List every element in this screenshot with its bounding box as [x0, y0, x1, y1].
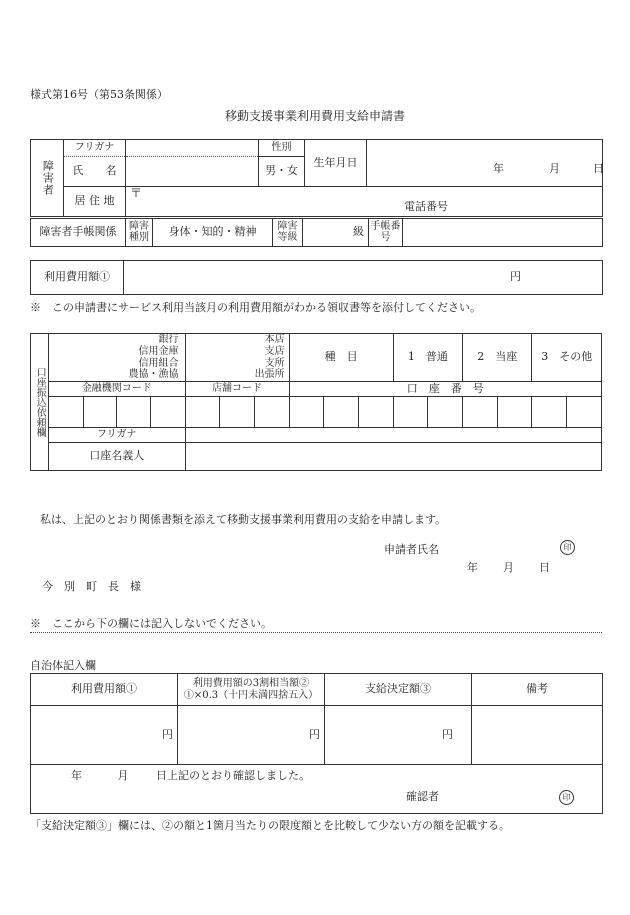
account-no-digit[interactable]	[428, 397, 463, 428]
fee-field[interactable]	[124, 261, 603, 295]
office-use-note: ※ ここから下の欄には記入しないでください。	[30, 617, 272, 630]
handbook-label: 障害者手帳関係	[31, 219, 126, 247]
birth-month: 月	[549, 162, 560, 175]
branch-code-label: 店舗コード	[185, 382, 289, 397]
confirm-year: 年	[71, 769, 82, 782]
disability-type-label: 障害種別	[126, 219, 153, 247]
branch-code-digit[interactable]	[220, 397, 255, 428]
confirm-month: 月	[117, 769, 129, 782]
account-no-digit[interactable]	[463, 397, 498, 428]
bank-code-label: 金融機関コード	[48, 382, 185, 397]
grade-field[interactable]: 級	[303, 219, 369, 247]
address-field[interactable]	[126, 187, 603, 217]
birth-day: 日	[593, 162, 604, 175]
declaration-day: 日	[539, 561, 550, 574]
handbook-no-field[interactable]	[403, 219, 603, 247]
applicant-name-label: 申請者氏名	[384, 543, 439, 556]
declaration-year: 年	[467, 561, 478, 574]
holder-label: 口座名義人	[48, 443, 185, 471]
name-field[interactable]	[126, 157, 259, 187]
gender-label: 性別	[259, 140, 305, 157]
form-number: 様式第16号（第53条関係）	[30, 88, 168, 101]
cut-line	[30, 632, 602, 633]
muni-remarks-cell[interactable]	[472, 706, 603, 765]
addressee: 今 別 町 長 様	[42, 580, 141, 593]
fee-note: ※ この申請書にサービス利用当該月の利用費用額がわかる領収書等を添付してください。	[30, 301, 481, 314]
municipality-table	[30, 673, 603, 814]
birth-field[interactable]	[367, 140, 603, 187]
account-no-digit[interactable]	[567, 397, 602, 428]
declaration-month: 月	[503, 561, 514, 574]
gender-options[interactable]: 男・女	[259, 157, 305, 187]
confirmer-label: 確認者	[406, 790, 439, 803]
fee-label: 利用費用額①	[31, 261, 124, 295]
footnote: 「支給決定額③」欄には、②の額と1箇月当たりの限度額とを比較して少ない方の額を記載する。	[30, 819, 510, 832]
bank-code-digit[interactable]	[48, 397, 83, 428]
muni-decision-header: 支給決定額③	[325, 674, 472, 706]
account-no-digit[interactable]	[393, 397, 428, 428]
furigana-label: フリガナ	[64, 140, 126, 157]
name-label: 氏 名	[64, 157, 126, 187]
address-label: 居 住 地	[64, 187, 126, 217]
applicant-table	[30, 139, 603, 217]
kind-option-3[interactable]: 3 その他	[532, 334, 602, 382]
account-no-digit[interactable]	[324, 397, 359, 428]
muni-remarks-header: 備考	[472, 674, 603, 706]
bank-code-digit[interactable]	[117, 397, 151, 428]
bank-code-digit[interactable]	[150, 397, 185, 428]
birth-label: 生年月日	[305, 140, 367, 187]
birth-year: 年	[493, 162, 504, 175]
disability-types[interactable]: 身体・知的・精神	[153, 219, 273, 247]
grade-label: 障害等級	[273, 219, 303, 247]
muni-fee-cell[interactable]: 円	[31, 706, 178, 765]
muni-30pct-header-line2: ①×0.3（十円未満四捨五入）	[183, 689, 319, 701]
fee-unit: 円	[510, 270, 521, 284]
branch-type-options[interactable]: 本店 支店 支所 出張所	[185, 334, 289, 382]
account-no-digit[interactable]	[289, 397, 324, 428]
confirmer-seal: 印	[559, 790, 574, 805]
furigana-field[interactable]	[126, 140, 259, 157]
confirm-text: 日上記のとおり確認しました。	[156, 769, 310, 782]
holder-field[interactable]	[185, 443, 601, 471]
kind-label: 種 目	[289, 334, 393, 382]
bank-code-digit[interactable]	[83, 397, 117, 428]
applicant-seal	[560, 540, 575, 555]
declaration-text: 私は、上記のとおり関係書類を添えて移動支援事業利用費用の支給を申請します。	[40, 513, 447, 526]
handbook-no-label: 手帳番号	[369, 219, 403, 247]
muni-30pct-cell[interactable]: 円	[178, 706, 325, 765]
account-no-digit[interactable]	[497, 397, 532, 428]
account-no-label: 口 座 番 号	[289, 382, 601, 397]
kind-option-2[interactable]: 2 当座	[463, 334, 532, 382]
branch-code-digit[interactable]	[185, 397, 220, 428]
fee-table	[30, 260, 603, 295]
muni-30pct-header	[178, 674, 325, 706]
kind-option-1[interactable]: 1 普通	[393, 334, 462, 382]
muni-confirm-cell	[31, 765, 603, 814]
account-no-digit[interactable]	[358, 397, 393, 428]
bank-table	[30, 333, 602, 471]
bank-type-options[interactable]: 銀行 信用金庫 信用組合 農協・漁協	[48, 334, 185, 382]
seal-mark: 印	[560, 540, 575, 555]
holder-furigana-field[interactable]	[185, 428, 601, 443]
municipality-section-label: 自治体記入欄	[30, 659, 96, 672]
muni-decision-cell[interactable]: 円	[325, 706, 472, 765]
bank-group-label: 口座振込依頼欄	[31, 334, 49, 471]
muni-30pct-header-line1: 利用費用額の3割相当額②	[192, 677, 310, 689]
branch-code-digit[interactable]	[254, 397, 289, 428]
handbook-table	[30, 218, 603, 247]
account-no-digit[interactable]	[532, 397, 567, 428]
applicant-group-label: 障害者	[31, 140, 64, 217]
muni-fee-header: 利用費用額①	[31, 674, 178, 706]
page-title: 移動支援事業利用費用支給申請書	[224, 109, 405, 123]
postal-mark: 〒	[130, 186, 143, 200]
phone-label: 電話番号	[404, 200, 448, 213]
holder-furigana-label: フリガナ	[48, 428, 185, 443]
